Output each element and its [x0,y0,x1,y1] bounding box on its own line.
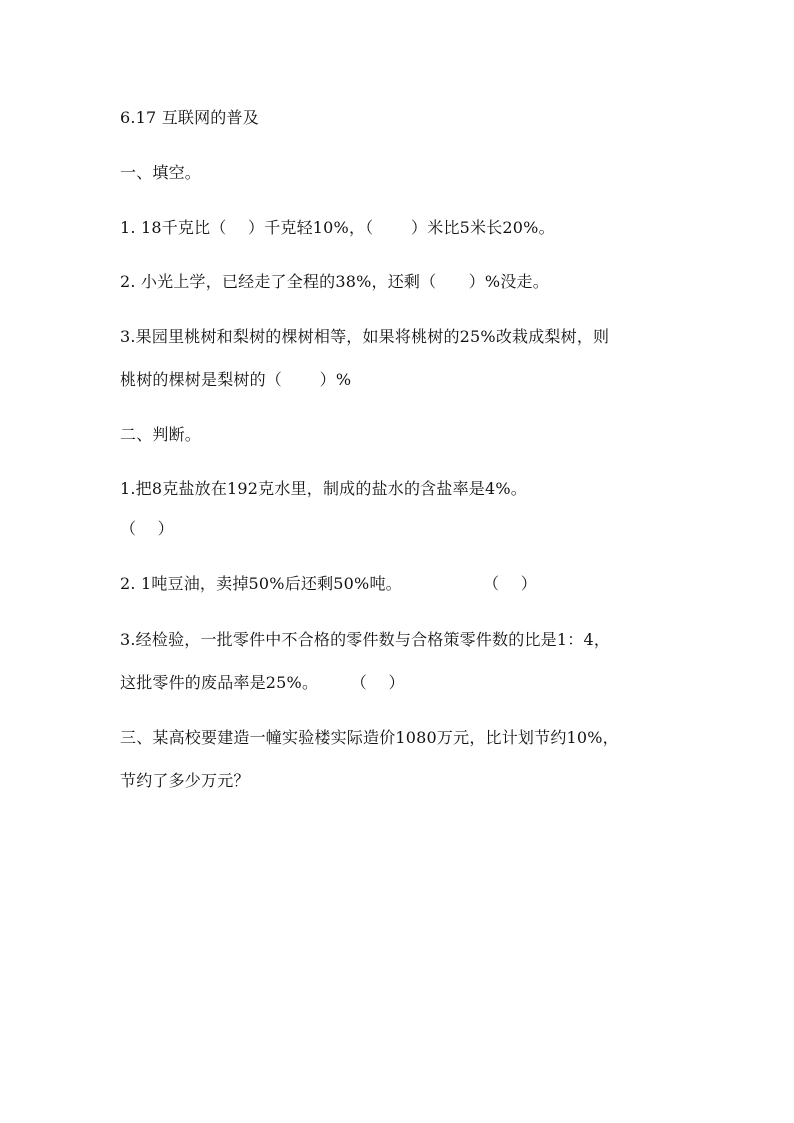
section-heading-judgement: 二、判断。 [120,425,202,444]
fill-in-question-1: 1. 18千克比（ ）千克轻10%，（ ）米比5米长20%。 [120,218,555,237]
fill-in-question-2: 2. 小光上学，已经走了全程的38%，还剩（ ）%没走。 [120,272,549,291]
section-heading-fill-in: 一、填空。 [120,163,202,182]
page-title: 6.17 互联网的普及 [120,108,259,127]
word-problem-line-2: 节约了多少万元？ [120,771,250,790]
judgement-question-2: 2. 1吨豆油，卖掉50%后还剩50%吨。 （ ） [120,574,537,593]
word-problem-line-1: 三、某高校要建造一幢实验楼实际造价1080万元，比计划节约10%， [120,728,619,747]
judgement-question-3-line-2: 这批零件的废品率是25%。 （ ） [120,673,405,692]
judgement-question-1-answer: （ ） [120,519,174,538]
fill-in-question-3-line-1: 3.果园里桃树和梨树的棵树相等，如果将桃树的25%改栽成梨树，则 [120,327,610,346]
fill-in-question-3-line-2: 桃树的棵树是梨树的（ ）% [120,370,352,389]
judgement-question-3-line-1: 3.经检验，一批零件中不合格的零件数与合格策零件数的比是1：4， [120,630,611,649]
judgement-question-1-line-1: 1.把8克盐放在192克水里，制成的盐水的含盐率是4%。 [120,479,527,498]
